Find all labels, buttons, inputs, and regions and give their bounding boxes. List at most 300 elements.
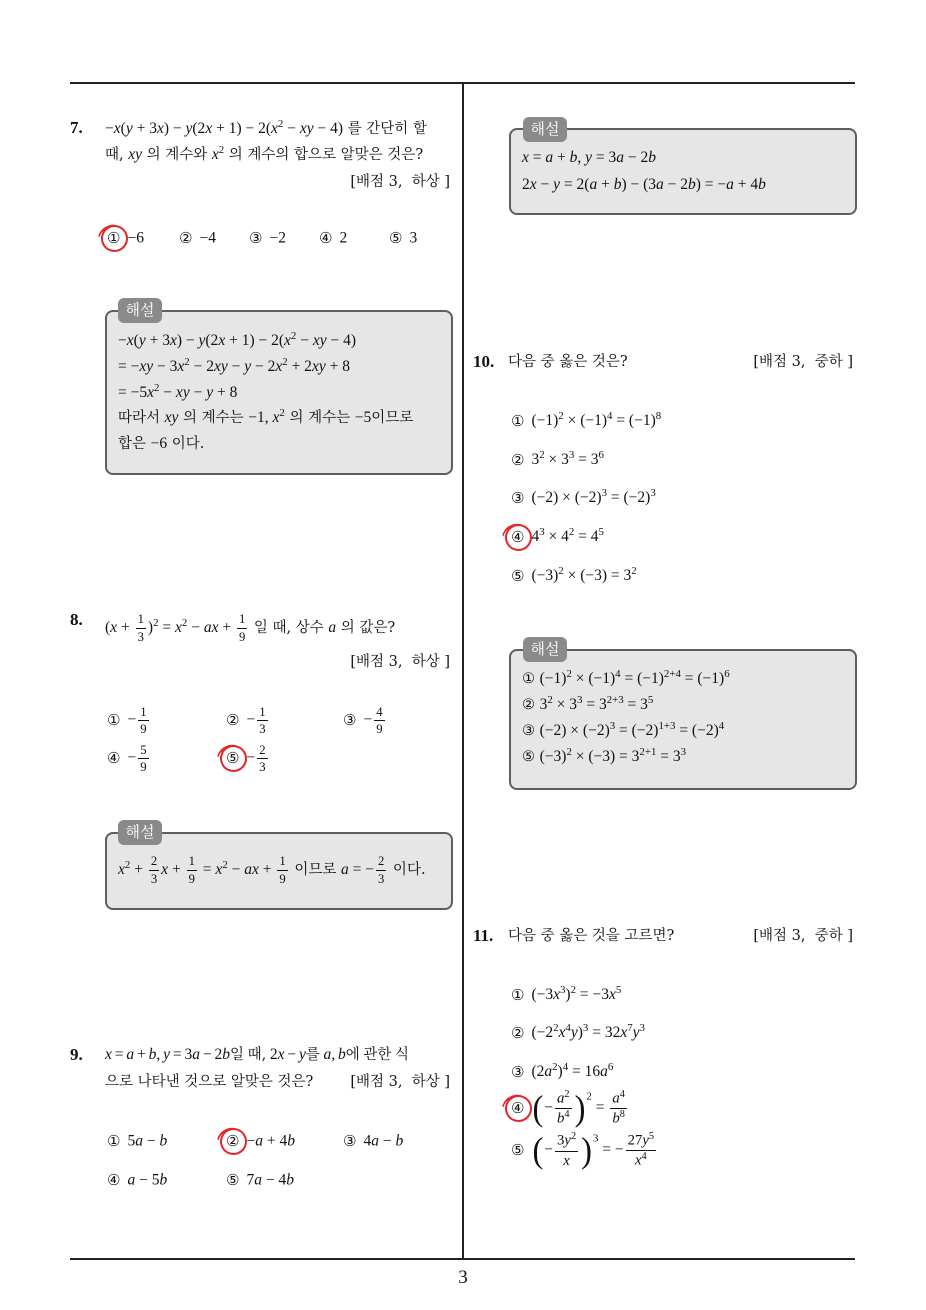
choice-expression	[269, 229, 286, 246]
numerator	[555, 1090, 572, 1110]
math-text: = −xy − 3x	[118, 358, 185, 375]
denominator	[610, 1109, 627, 1128]
math-text: 2x − y	[269, 1046, 306, 1063]
text: 이므로	[289, 862, 341, 878]
choice-number: ②	[511, 1024, 525, 1043]
choice-number: ③	[249, 229, 263, 248]
fraction	[149, 854, 159, 886]
math-text: 6	[724, 668, 730, 681]
choice-number: ⑤	[511, 567, 525, 586]
big-parenthesis: )	[581, 1130, 592, 1171]
numerator	[237, 612, 247, 629]
footer-rule	[70, 1258, 855, 1260]
math-text: 2	[586, 1090, 592, 1103]
math-text: = 16a	[568, 1063, 608, 1081]
math-text: −x(y + 3x) − y(2x + 1) − 2(x	[118, 332, 291, 349]
math-text: × 3	[552, 696, 578, 713]
problem-7-solution-line-3	[118, 383, 237, 403]
math-text: −a + 4b	[246, 1132, 295, 1150]
problem-10-choice-1	[511, 411, 661, 431]
math-text: b	[612, 1111, 620, 1128]
choice-expression	[127, 1132, 167, 1149]
math-text: 2	[277, 118, 284, 131]
text: 일 때, 상수	[249, 620, 329, 636]
math-text: )	[565, 986, 571, 1004]
superscript	[650, 487, 655, 499]
math-text: − xy − y + 8	[159, 384, 238, 401]
math-text: = x	[158, 619, 182, 636]
math-text: 3	[531, 451, 540, 469]
problem-7-solution-line-1	[118, 331, 356, 351]
choice-expression	[246, 742, 269, 775]
solution-tab: 해설	[523, 117, 567, 142]
text: 를 간단히 할	[343, 121, 427, 137]
problem-7-solution-line-5	[118, 434, 204, 454]
math-text: 2	[150, 854, 158, 869]
choice-expression	[246, 704, 269, 737]
math-text: + 2xy + 8	[287, 358, 350, 375]
text: ③	[522, 723, 540, 739]
math-text: × (−3) = 3	[571, 748, 640, 765]
denominator	[555, 1152, 578, 1170]
math-text: 2	[547, 694, 553, 707]
problem-7-choice-2	[179, 228, 216, 248]
choice-expression	[531, 986, 621, 1003]
problem-10-score: [배점 3, 중하 ]	[753, 354, 853, 370]
math-text: (−1)	[531, 412, 559, 430]
math-text: 2	[566, 668, 572, 681]
math-text: − xy − 4)	[296, 332, 357, 349]
denominator	[376, 871, 386, 887]
text: 의 계수는	[284, 410, 355, 426]
math-text: 2	[553, 1022, 559, 1035]
choice-expression	[531, 528, 604, 545]
text: 를	[305, 1047, 324, 1063]
math-text: x	[118, 861, 125, 878]
problem-9-choice-1	[107, 1131, 167, 1151]
math-text: = (−2)	[615, 722, 659, 739]
math-text: 1	[140, 704, 147, 719]
math-text: 2	[570, 984, 577, 997]
superscript	[599, 526, 604, 538]
math-text: 2	[290, 330, 297, 343]
math-text: x	[563, 1152, 570, 1169]
math-text: (−3)	[531, 567, 559, 585]
math-text: 2	[377, 854, 385, 869]
denominator	[555, 1109, 572, 1128]
choice-expression	[531, 1130, 658, 1171]
math-text: x = a + b, y = 3a − 2b	[522, 149, 657, 166]
choice-number: ②	[226, 1131, 239, 1151]
math-text: 2	[282, 356, 288, 369]
problem-8-choice-5	[226, 738, 270, 778]
math-text: 5	[598, 526, 604, 539]
math-text: 3	[560, 984, 566, 997]
math-text: 3	[377, 871, 385, 886]
problem-10-solution-line-3	[522, 721, 724, 741]
superscript	[656, 410, 661, 422]
superscript	[599, 449, 604, 461]
math-text: 2	[566, 746, 572, 759]
choice-number: ①	[107, 711, 121, 730]
text: 다음 중 옳은 것을 고르면?	[508, 928, 675, 944]
math-text: 3	[650, 487, 656, 500]
superscript	[620, 1109, 625, 1120]
solution-tab: 해설	[118, 298, 162, 323]
problem-number: 8.	[70, 610, 83, 629]
math-text: 9	[140, 722, 147, 737]
choice-number: ①	[107, 1132, 121, 1151]
math-text: +	[130, 861, 147, 878]
problem-7-stem-line-2	[105, 145, 423, 165]
fraction	[610, 1090, 627, 1128]
solution-tab: 해설	[118, 820, 162, 845]
problem-11-choice-2	[511, 1023, 645, 1043]
choice-expression	[127, 1171, 167, 1188]
problem-9-solution-line-1	[522, 148, 656, 168]
choice-number: ⑤	[226, 748, 239, 768]
problem-9-choice-3	[343, 1131, 403, 1151]
choice-expression	[363, 1132, 403, 1149]
math-text: x	[211, 146, 219, 163]
math-text: 1	[137, 612, 144, 627]
math-text: a − 5b	[127, 1171, 168, 1189]
math-text: 2	[631, 565, 637, 578]
math-text: 2	[153, 617, 159, 630]
math-text: = 3	[623, 696, 648, 713]
fraction	[257, 743, 267, 775]
math-text: 3	[582, 1022, 589, 1035]
numerator	[277, 854, 287, 871]
text: 의 계수는	[178, 410, 249, 426]
math-text: × (−1)	[563, 412, 608, 430]
math-text: 2	[279, 407, 285, 420]
math-text: −6	[150, 435, 168, 452]
math-text: 2	[222, 859, 228, 872]
math-text: a = −	[340, 861, 374, 878]
math-text: 5	[647, 694, 654, 707]
choice-number: ⑤	[226, 1171, 240, 1190]
choice-number: ②	[226, 711, 240, 730]
choice-expression	[199, 229, 216, 246]
choice-number: ②	[511, 451, 525, 470]
math-text: −	[127, 749, 137, 767]
math-text: 2	[558, 565, 564, 578]
math-text: (−2) × (−2)	[539, 722, 610, 739]
superscript	[658, 720, 675, 732]
problem-10-choice-2	[511, 450, 604, 470]
superscript	[616, 984, 621, 996]
problem-7-stem-line-1	[105, 119, 427, 139]
text: 때,	[105, 147, 129, 163]
math-text: a	[328, 619, 337, 636]
math-text: 4	[718, 720, 725, 733]
problem-7-choice-1	[107, 228, 144, 248]
column-divider	[462, 82, 464, 1258]
math-text: 3	[259, 760, 266, 775]
choice-expression	[531, 451, 604, 468]
choice-number: ⑤	[511, 1141, 525, 1160]
text: 의 값은?	[336, 620, 396, 636]
text: 의 계수와	[142, 147, 212, 163]
denominator	[136, 629, 146, 645]
math-text: −	[246, 711, 256, 729]
math-text: 7a − 4b	[246, 1171, 294, 1189]
math-text: 2	[539, 449, 545, 462]
denominator	[187, 871, 197, 887]
big-parenthesis: (	[532, 1130, 544, 1171]
problem-9-stem-line-1	[105, 1045, 409, 1065]
math-text: × (−3) = 3	[563, 567, 632, 585]
math-text: − ax +	[187, 619, 235, 636]
math-text: = x	[198, 861, 223, 878]
math-text: 6	[598, 449, 604, 462]
superscript	[642, 1151, 647, 1162]
math-text: 3	[409, 229, 418, 247]
math-text: 5	[615, 984, 622, 997]
math-text: −	[246, 749, 256, 767]
problem-8-solution-line-1	[118, 850, 426, 890]
numerator	[257, 705, 267, 722]
numerator	[138, 705, 148, 722]
superscript	[571, 1131, 576, 1142]
fraction	[626, 1132, 656, 1170]
page-number: 3	[458, 1267, 468, 1288]
math-text: y)	[570, 1024, 583, 1042]
problem-number: 7.	[70, 118, 83, 137]
choice-number: ③	[511, 1063, 525, 1082]
math-text: −1, x	[248, 409, 280, 426]
math-text: 4	[531, 528, 540, 546]
math-text: 5	[140, 742, 147, 757]
choice-expression	[531, 489, 655, 506]
math-text: 9	[279, 871, 286, 886]
problem-7-solution-line-4	[118, 408, 413, 428]
choice-expression	[127, 704, 150, 737]
big-parenthesis: )	[574, 1088, 586, 1129]
choice-number: ④	[319, 229, 333, 248]
math-text: −	[363, 711, 373, 729]
numerator	[138, 743, 148, 760]
problem-10-solution-line-2	[522, 695, 653, 715]
math-text: 3	[539, 526, 545, 539]
math-text: − 2xy − y − 2x	[189, 358, 283, 375]
problem-7-solution-line-2	[118, 357, 350, 377]
math-text: 4a − b	[363, 1132, 404, 1150]
choice-expression	[531, 412, 661, 429]
math-text: = 3	[574, 451, 599, 469]
math-text: 3y	[557, 1132, 571, 1149]
math-text: = −3x	[576, 986, 616, 1004]
math-text: 1	[279, 854, 286, 869]
math-text: x	[634, 1153, 642, 1170]
numerator	[626, 1132, 656, 1152]
denominator	[257, 721, 267, 737]
math-text: 27y	[627, 1132, 649, 1149]
math-text: (−3x	[531, 986, 560, 1004]
choice-expression	[409, 229, 417, 246]
math-text: −6	[127, 229, 144, 247]
superscript	[608, 1061, 613, 1073]
superscript	[564, 1109, 569, 1120]
math-text: = (−1)	[620, 670, 664, 687]
numerator	[374, 705, 384, 722]
problem-8-choice-2	[226, 700, 270, 740]
superscript	[724, 668, 729, 680]
choice-number: ④	[511, 1098, 524, 1118]
big-parenthesis: (	[532, 1088, 544, 1129]
text: 으로 나타낸 것으로 알맞은 것은?	[105, 1074, 314, 1090]
numerator	[136, 612, 146, 629]
problem-9-choice-2	[226, 1131, 295, 1151]
numerator	[376, 854, 386, 871]
math-text: = (−1)	[612, 412, 656, 430]
problem-11-choice-4	[511, 1086, 629, 1130]
text: ②	[522, 697, 540, 713]
math-text: 9	[140, 760, 147, 775]
math-text: 9	[238, 629, 246, 644]
text: 이다.	[388, 862, 426, 878]
problem-8-choice-3	[343, 700, 387, 740]
problem-10-choice-3	[511, 488, 656, 508]
text: 이다.	[167, 436, 205, 452]
text: 에 관한 식	[345, 1047, 410, 1063]
math-text: 2	[552, 1061, 558, 1074]
math-text: 2+1	[639, 746, 657, 759]
choice-expression	[531, 1088, 628, 1129]
math-text: −2	[269, 229, 286, 247]
problem-11-score: [배점 3, 중하 ]	[753, 928, 853, 944]
math-text: −x(y + 3x) − y(2x + 1) − 2(x	[105, 120, 278, 137]
text: 합은	[118, 436, 151, 452]
problem-10-solution-line-1	[522, 669, 730, 689]
superscript	[564, 1089, 569, 1100]
superscript	[648, 694, 653, 706]
math-text: 1	[188, 854, 195, 869]
denominator	[149, 871, 159, 887]
superscript	[681, 746, 686, 758]
math-text: −	[544, 1099, 554, 1117]
choice-expression	[246, 1171, 294, 1188]
problem-number: 11.	[473, 926, 494, 945]
math-text: × (−1)	[571, 670, 616, 687]
math-text: xy	[164, 409, 179, 426]
fraction	[277, 854, 287, 886]
math-text: 3	[137, 629, 144, 644]
solution-tab: 해설	[523, 637, 567, 662]
math-text: 2	[564, 1088, 570, 1100]
superscript	[639, 746, 656, 758]
text: 의 계수의 합으로 알맞은 것은?	[224, 147, 424, 163]
math-text: = −5x	[118, 384, 154, 401]
fraction	[257, 705, 267, 737]
choice-number: ①	[107, 228, 120, 248]
text: 이므로	[371, 410, 414, 426]
math-text: 3	[259, 722, 266, 737]
problem-9-choice-4	[107, 1170, 167, 1190]
math-text: −4	[199, 229, 216, 247]
math-text: 6	[607, 1061, 614, 1074]
math-text: × 4	[544, 528, 569, 546]
math-text: 2	[570, 1131, 577, 1143]
math-text: (2a	[531, 1063, 553, 1081]
fraction	[555, 1090, 572, 1128]
choice-number: ③	[343, 1132, 357, 1151]
problem-10-choice-4	[511, 527, 604, 547]
math-text: x = a + b, y = 3a − 2b	[105, 1046, 231, 1063]
problem-8-choice-1	[107, 700, 151, 740]
denominator	[277, 871, 287, 887]
numerator	[257, 743, 267, 760]
math-text: (x +	[105, 619, 134, 636]
math-text: 4	[607, 410, 613, 423]
math-text: )	[557, 1063, 563, 1081]
text: 일 때,	[230, 1047, 270, 1063]
superscript	[664, 668, 681, 680]
choice-number: ③	[511, 489, 525, 508]
choice-number: ①	[511, 986, 525, 1005]
text: ⑤	[522, 749, 540, 765]
problem-7-choice-5	[389, 228, 417, 248]
math-text: 2+3	[606, 694, 624, 707]
math-text: 3	[150, 871, 158, 886]
problem-8-score: [배점 3, 하상 ]	[350, 654, 450, 670]
superscript	[649, 1131, 654, 1142]
denominator	[374, 721, 384, 737]
math-text: a	[612, 1090, 620, 1107]
numerator	[149, 854, 159, 871]
choice-expression	[531, 1024, 645, 1041]
math-text: −	[127, 711, 137, 729]
choice-expression	[531, 1063, 613, 1080]
math-text: (−1)	[539, 670, 567, 687]
math-text: 2	[184, 356, 190, 369]
problem-9-stem-line-2	[105, 1072, 313, 1092]
math-text: 8	[619, 1109, 625, 1121]
math-text: 2	[259, 742, 266, 757]
math-text: − ax +	[227, 861, 276, 878]
math-text: = (−2)	[675, 722, 719, 739]
math-text: × 3	[544, 451, 569, 469]
math-text: = 4	[574, 528, 599, 546]
numerator	[610, 1090, 627, 1110]
math-text: = −	[598, 1141, 624, 1159]
math-text: 4	[376, 704, 383, 719]
problem-number: 9.	[70, 1045, 83, 1064]
math-text: 8	[655, 410, 662, 423]
fraction	[138, 743, 148, 775]
math-text: x +	[161, 861, 185, 878]
math-text: (−2	[531, 1024, 554, 1042]
superscript	[620, 1089, 625, 1100]
math-text: 2	[558, 410, 564, 423]
fraction	[374, 705, 384, 737]
problem-10-choice-5	[511, 566, 637, 586]
math-text: 4	[565, 1022, 571, 1035]
math-text: = (−1)	[680, 670, 725, 687]
problem-7-choice-4	[319, 228, 347, 248]
math-text: = (−2)	[607, 489, 651, 507]
math-text: 4	[562, 1061, 569, 1074]
problem-11-choice-1	[511, 985, 621, 1005]
math-text: xy	[128, 146, 143, 163]
problem-9-solution-line-2	[522, 175, 766, 195]
fraction	[376, 854, 386, 886]
problem-7-score: [배점 3, 하상 ]	[350, 174, 450, 190]
numerator	[555, 1132, 578, 1152]
math-text: 2	[218, 144, 225, 157]
math-text: 9	[188, 871, 195, 886]
